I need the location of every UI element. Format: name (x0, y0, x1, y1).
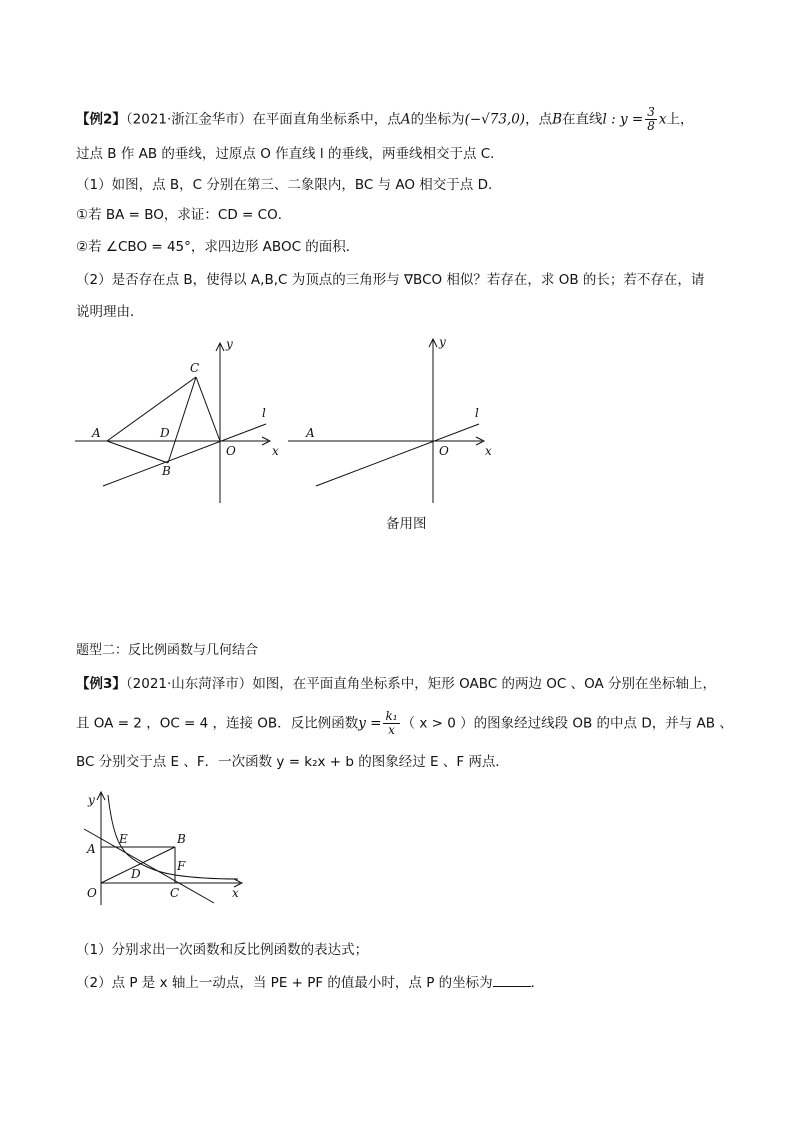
ex2-line-2: 过点 B 作 AB 的垂线，过原点 O 作直线 l 的垂线，两垂线相交于点 C． (76, 146, 504, 162)
fig3-label-b: B (177, 832, 186, 846)
point-b-label: B (552, 111, 562, 128)
ex3-q2-end: ． (530, 975, 545, 991)
var-x: x (658, 111, 667, 128)
ex3-text: 且 OA = 2 ，OC = 4 ，连接 OB．反比例函数 (76, 715, 359, 732)
ex2-q1-part2: ②若 ∠CBO = 45°，求四边形 ABOC 的面积． (76, 239, 360, 255)
fig1-label-x: x (272, 444, 279, 458)
fig1-label-l: l (262, 406, 266, 420)
frac-den: 8 (647, 119, 655, 133)
fig3-label-e: E (119, 832, 128, 846)
ex3-q2 (76, 972, 544, 993)
answer-blank[interactable] (493, 972, 531, 987)
ex2-q2-line1: （2）是否存在点 B，使得以 A,B,C 为顶点的三角形与 ∇BCO 相似？若存在，求 OB 的长；若不存在，请 (76, 272, 705, 288)
fig3-label-a: A (87, 842, 96, 856)
ex2-text: 在平面直角坐标系中，点 (252, 111, 401, 128)
fig1-label-d: D (160, 426, 170, 440)
ex3-y-eq: y = (358, 715, 382, 732)
ex3-line-1 (76, 674, 716, 694)
ex2-source: （2021·浙江金华市） (125, 111, 253, 128)
ex3-text: （ x > 0 ）的图象经过线段 OB 的中点 D，并与 AB 、 (401, 715, 733, 732)
backup-figure-caption: 备用图 (386, 516, 427, 532)
ex2-text: 的坐标为 (410, 111, 465, 128)
frac-num: k₁ (385, 709, 398, 723)
ex3-line-3: BC 分别交于点 E 、F．一次函数 y = k₂x + b 的图象经过 E 、F 两点． (76, 754, 509, 770)
fig2-label-l: l (475, 406, 479, 420)
fig1-label-b: B (162, 464, 171, 478)
ex2-text: ，点 (525, 111, 553, 128)
fig2-label-y: y (439, 335, 446, 349)
line-equation: l : y = (602, 111, 644, 128)
fig3-label-x: x (232, 886, 239, 900)
frac-den: x (388, 723, 395, 737)
point-a-coord: (−√73,0) (464, 111, 526, 128)
fig1-label-y: y (226, 337, 233, 351)
ex2-tag: 【例2】 (76, 111, 126, 128)
fraction-k1-x (383, 710, 399, 737)
fig3-label-f: F (177, 859, 186, 873)
fig3-label-o: O (87, 886, 97, 900)
ex3-line-2 (76, 710, 733, 737)
point-a-label: A (400, 111, 411, 128)
ex2-q1: （1）如图，点 B，C 分别在第三、二象限内，BC 与 AO 相交于点 D． (76, 177, 502, 193)
ex3-q2-text: （2）点 P 是 x 轴上一动点，当 PE + PF 的值最小时，点 P 的坐标为 (76, 975, 493, 991)
ex3-tag: 【例3】 (76, 676, 126, 692)
fig1-label-o: O (226, 444, 236, 458)
ex2-q1-part1: ①若 BA = BO，求证：CD = CO． (76, 207, 292, 223)
fig1-label-c: C (190, 361, 200, 375)
ex3-source: （2021·山东菏泽市） (125, 676, 253, 692)
ex3-text: 如图，在平面直角坐标系中，矩形 OABC 的两边 OC 、OA 分别在坐标轴上， (252, 676, 717, 692)
ex3-q1: （1）分别求出一次函数和反比例函数的表达式； (76, 942, 369, 958)
frac-num: 3 (647, 105, 655, 119)
fig3-label-c: C (170, 886, 180, 900)
fig2-label-x: x (485, 444, 492, 458)
section-heading-type2: 题型二：反比例函数与几何结合 (76, 643, 259, 658)
fig2-label-a: A (306, 426, 315, 440)
ex2-q2-line2: 说明理由． (76, 304, 144, 320)
fig3-label-d: D (131, 867, 141, 881)
fig3-label-y: y (88, 793, 95, 807)
ex2-text: 在直线 (562, 111, 603, 128)
fig1-label-a: A (92, 426, 101, 440)
fig2-label-o: O (439, 444, 449, 458)
ex2-text: 上， (666, 111, 694, 128)
